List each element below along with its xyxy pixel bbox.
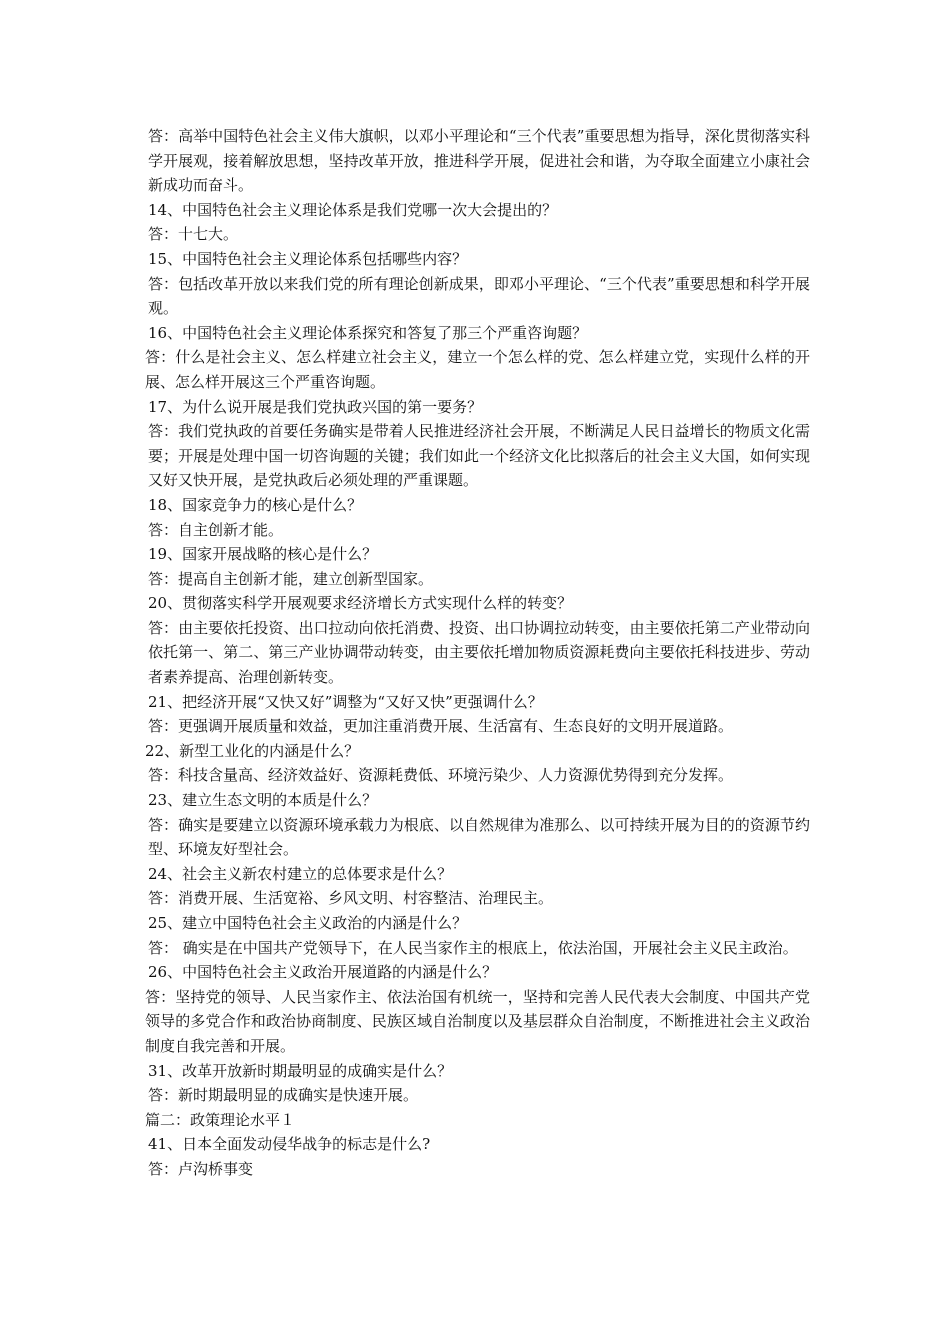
document-paragraph: 答：由主要依托投资、出口拉动向依托消费、投资、出口协调拉动转变，由主要依托第二产业带动向依托第一、第二、第三产业协调带动转变，由主要依托增加物质资源耗费向主要依托科技进步、劳动者素养提高、治理创新转变。 xyxy=(148,618,810,687)
document-paragraph: 答：什么是社会主义、怎么样建立社会主义，建立一个怎么样的党、怎么样建立党，实现什么样的开展、怎么样开展这三个严重咨询题。 xyxy=(145,348,810,391)
document-paragraph: 20、贯彻落实科学开展观要求经济增长方式实现什么样的转变？ xyxy=(148,594,573,613)
document-paragraph: 答：自主创新才能。 xyxy=(148,520,284,539)
document-paragraph: 答：科技含量高、经济效益好、资源耗费低、环境污染少、人力资源优势得到充分发挥。 xyxy=(148,766,734,785)
document-paragraph: 18、国家竞争力的核心是什么？ xyxy=(148,495,363,514)
document-paragraph: 答：确实是要建立以资源环境承载力为根底、以自然规律为准那么、以可持续开展为目的的资源节约型、环境友好型社会。 xyxy=(148,815,810,859)
document-paragraph: 22、新型工业化的内涵是什么？ xyxy=(145,741,360,760)
document-paragraph: 答：新时期最明显的成确实是快速开展。 xyxy=(148,1086,419,1105)
document-page xyxy=(145,124,810,1182)
document-paragraph: 41、日本全面发动侵华战争的标志是什么? xyxy=(148,1135,431,1154)
document-paragraph: 14、中国特色社会主义理论体系是我们党哪一次大会提出的？ xyxy=(148,200,558,219)
document-paragraph: 17、为什么说开展是我们党执政兴国的第一要务？ xyxy=(148,397,483,416)
document-paragraph: 答：十七大。 xyxy=(148,225,239,244)
document-paragraph: 答：包括改革开放以来我们党的所有理论创新成果，即邓小平理论、“三个代表”重要思想和科学开展观。 xyxy=(148,274,810,318)
document-paragraph: 答：更强调开展质量和效益，更加注重消费开展、生活富有、生态良好的文明开展道路。 xyxy=(148,717,734,736)
document-paragraph: 篇二：政策理论水平１ xyxy=(145,1110,296,1129)
document-paragraph: 答：消费开展、生活宽裕、乡风文明、村容整洁、治理民主。 xyxy=(148,889,554,908)
document-paragraph: 答：坚持党的领导、人民当家作主、依法治国有机统一，坚持和完善人民代表大会制度、中国共产党领导的多党合作和政治协商制度、民族区域自治制度以及基层群众自治制度，不断推进社会主义政治制度自我完善和开展。 xyxy=(145,987,810,1055)
document-paragraph: 答：高举中国特色社会主义伟大旗帜，以邓小平理论和“三个代表”重要思想为指导，深化贯彻落实科学开展观，接着解放思想，坚持改革开放，推进科学开展，促进社会和谐，为夺取全面建立小康社会新成功而奋斗。 xyxy=(148,127,810,195)
document-paragraph: 26、中国特色社会主义政治开展道路的内涵是什么？ xyxy=(148,963,498,982)
document-paragraph: 答：提高自主创新才能，建立创新型国家。 xyxy=(148,569,434,588)
document-paragraph: 答：我们党执政的首要任务确实是带着人民推进经济社会开展，不断满足人民日益增长的物质文化需要；开展是处理中国一切咨询题的关键；我们如此一个经济文化比拟落后的社会主义大国，如何实现又好又快开展，是党执政后必须处理的严重课题。 xyxy=(148,422,810,490)
document-paragraph: 23、建立生态文明的本质是什么？ xyxy=(148,791,378,810)
document-paragraph: 25、建立中国特色社会主义政治的内涵是什么？ xyxy=(148,914,468,932)
document-paragraph: 答：卢沟桥事变 xyxy=(148,1159,254,1178)
document-paragraph: 答： 确实是在中国共产党领导下，在人民当家作主的根底上，依法治国，开展社会主义民主政治。 xyxy=(148,938,798,957)
document-paragraph: 21、把经济开展“又快又好”调整为“又好又快”更强调什么？ xyxy=(148,692,543,711)
document-paragraph: 19、国家开展战略的核心是什么？ xyxy=(148,545,378,564)
document-paragraph: 24、社会主义新农村建立的总体要求是什么？ xyxy=(148,864,453,883)
document-paragraph: 15、中国特色社会主义理论体系包括哪些内容？ xyxy=(148,249,468,268)
document-paragraph: 16、中国特色社会主义理论体系探究和答复了那三个严重咨询题？ xyxy=(148,323,588,342)
document-paragraph: 31、改革开放新时期最明显的成确实是什么？ xyxy=(148,1061,453,1080)
